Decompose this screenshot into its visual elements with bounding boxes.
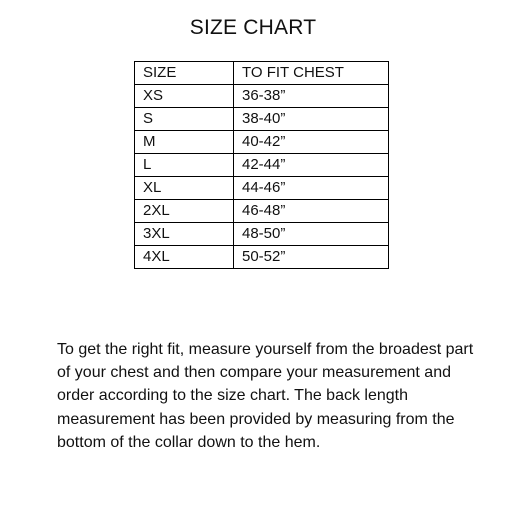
- header-size: SIZE: [135, 62, 234, 85]
- size-cell: S: [135, 108, 234, 131]
- table-row: [135, 177, 389, 200]
- table-header-row: [135, 62, 389, 85]
- header-to-fit-chest: TO FIT CHEST: [234, 62, 389, 85]
- size-cell: XS: [135, 85, 234, 108]
- fit-instructions: To get the right fit, measure yourself from the broadest part of your chest and then compare your measurement and order according to the size chart. The back length measurement has been provided by measuring from the bottom of the collar down to the hem.: [57, 341, 474, 451]
- table-row: [135, 131, 389, 154]
- chest-cell: 50-52”: [234, 246, 389, 269]
- size-chart-table: [134, 61, 389, 269]
- table-row: [135, 85, 389, 108]
- size-cell: L: [135, 154, 234, 177]
- table-row: [135, 200, 389, 223]
- table-row: [135, 108, 389, 131]
- size-cell: M: [135, 131, 234, 154]
- chest-cell: 36-38”: [234, 85, 389, 108]
- size-cell: 4XL: [135, 246, 234, 269]
- table-row: [135, 223, 389, 246]
- size-cell: XL: [135, 177, 234, 200]
- chest-cell: 38-40”: [234, 108, 389, 131]
- size-cell: 3XL: [135, 223, 234, 246]
- chest-cell: 48-50”: [234, 223, 389, 246]
- table-row: [135, 154, 389, 177]
- chest-cell: 42-44”: [234, 154, 389, 177]
- table-row: [135, 246, 389, 269]
- page-title: SIZE CHART: [189, 16, 317, 39]
- chest-cell: 44-46”: [234, 177, 389, 200]
- chest-cell: 40-42”: [234, 131, 389, 154]
- size-cell: 2XL: [135, 200, 234, 223]
- chest-cell: 46-48”: [234, 200, 389, 223]
